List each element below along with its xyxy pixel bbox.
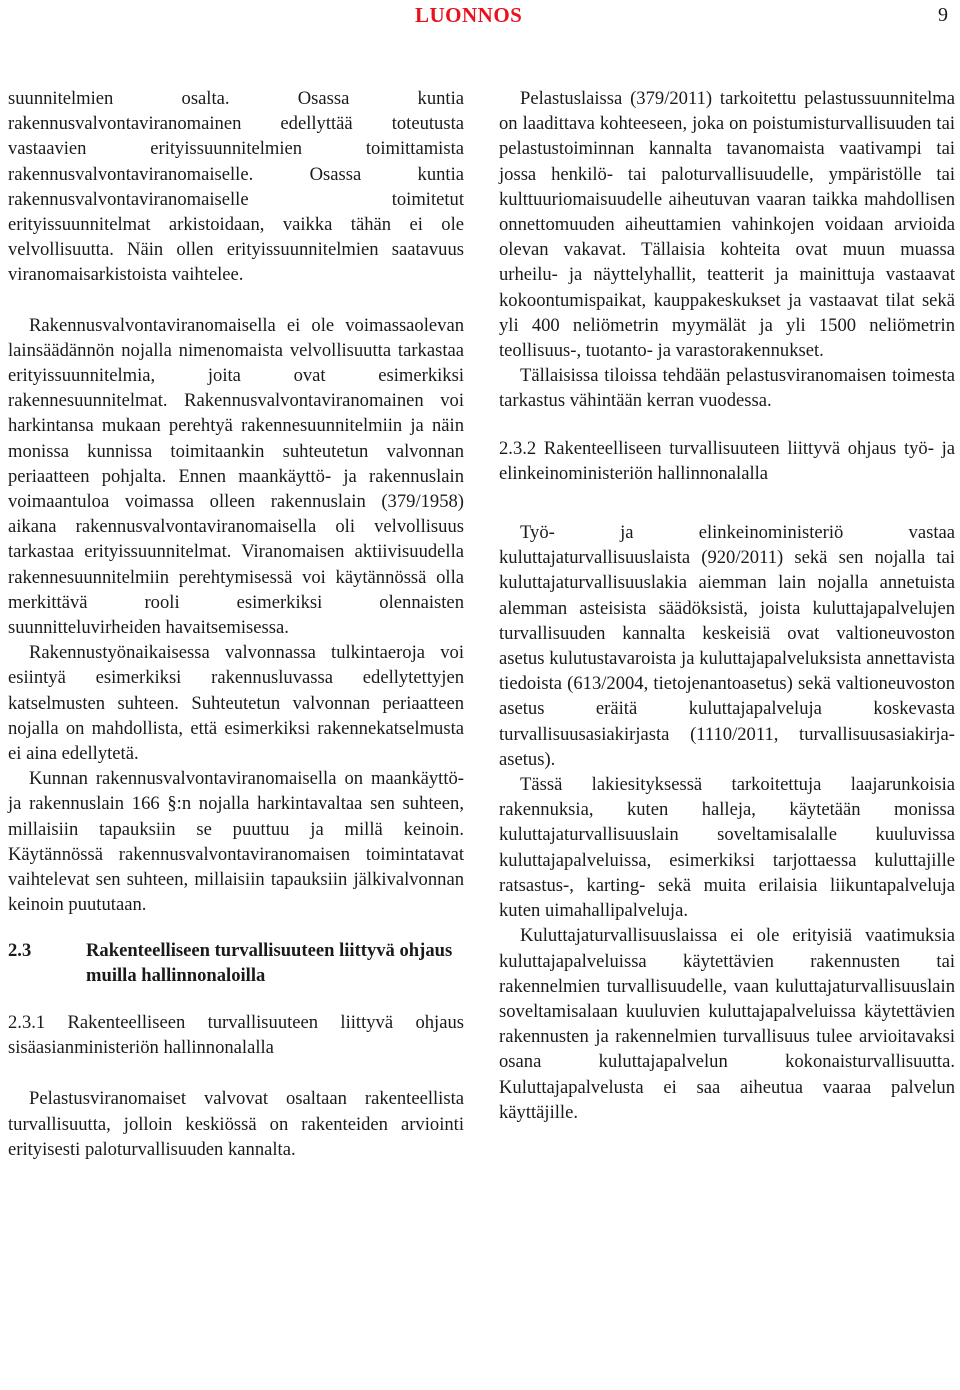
paragraph: Työ- ja elinkeinoministeriö vastaa kuluttajaturvallisuuslaista (920/2011) sekä sen nojalla tai kuluttajaturvallisuuslakia aiemman lain nojalla annetuista alemman asteisista säädöksistä, joista kuluttajapalvelujen turvallisuuden kannalta keskeisiä ovat valtioneuvoston asetus kulutustavaroista ja kuluttajapalveluksista annettavista tiedoista (613/2004, tietojenantoasetus) sekä valtioneuvoston asetus eräitä kuluttajapalveluja koskevasta turvallisuusasiakirjasta (1110/2011, turvallisuusasiakirja-asetus). (499, 522, 955, 770)
section-heading (8, 938, 464, 988)
paragraph: Tässä lakiesityksessä tarkoitettuja laajarunkoisia rakennuksia, kuten halleja, käytetään monissa kuluttajaturvallisuuslain soveltamisalalle kuuluvissa kuluttajapalveluissa, esimerkiksi tarjottaessa kuluttajille ratsastus-, karting- sekä muita erilaisia liikuntapalveluja kuten uimahallipalveluja. (499, 774, 955, 922)
section-heading-number: 2.3 (8, 939, 32, 961)
paragraph: Kunnan rakennusvalvontaviranomaisella on maankäyttö- ja rakennuslain 166 §:n nojalla harkintavaltaa sen suhteen, millaisiin tapauksiin se puuttuu ja millä keinoin. Käytännössä rakennusvalvontaviranomaisen toimintatavat vaihtelevat sen suhteen, millaisiin tapauksiin jälkivalvonnan keinoin puututaan. (8, 768, 464, 916)
subsection-heading: 2.3.1 Rakenteelliseen turvallisuuteen liittyvä ohjaus sisäasianministeriön hallinnonalalla (8, 1011, 464, 1059)
right-column (499, 86, 955, 1125)
paragraph: Rakennusvalvontaviranomaisella ei ole voimassaolevan lainsäädännön nojalla nimenomaista velvollisuutta tarkastaa erityissuunnitelmia, joita ovat esimerkiksi rakennesuunnitelmat. Rakennusvalvontaviranomainen voi harkintansa mukaan perehtyä rakennesuunnitelmiin ja näin monissa kunnissa toimitaankin suhteutetun valvonnan periaatteen pohjalta. Ennen maankäyttö- ja rakennuslain voimaantuloa voimassa olleen rakennuslain (379/1958) aikana rakennusvalvontaviranomaisella oli velvollisuus tarkastaa erityissuunnitelmat. Viranomaisen aktiivisuudella rakennesuunnitelmiin perehtymisessä voi käytännössä olla merkittävä rooli esimerkiksi olennaisten suunnitteluvirheiden havaitsemisessa. (8, 314, 464, 639)
paragraph: Pelastusviranomaiset valvovat osaltaan rakenteellista turvallisuutta, jolloin keskiössä on rakenteiden arviointi erityisesti paloturvallisuuden kannalta. (8, 1088, 464, 1160)
left-column (8, 86, 464, 1162)
paragraph: Pelastuslaissa (379/2011) tarkoitettu pelastussuunnitelma on laadittava kohteeseen, joka on poistumisturvallisuuden tai pelastustoiminnan kannalta tavanomaista vaativampi tai jossa henkilö- tai paloturvallisuudelle, ympäristölle tai kulttuuriomaisuudelle aiheutuvan vaaran taikka mahdollisen onnettomuuden aiheuttamien vahinkojen voidaan arvioida olevan vakavat. Tällaisia kohteita ovat muun muassa urheilu- ja näyttelyhallit, teatterit ja mainittuja vastaavat kokoontumispaikat, kauppakeskukset ja vastaavat tilat sekä yli 400 neliömetrin myymälät ja yli 1500 neliömetrin teollisuus-, tuotanto- ja varastorakennukset. (499, 88, 955, 362)
paragraph: Kuluttajaturvallisuuslaissa ei ole erityisiä vaatimuksia kuluttajapalveluissa käytettävien rakennusten tai rakennelmien turvallisuudelle, vaan kuluttajaturvallisuuslain soveltamisalaan kuuluvien kuluttajapalveluissa käytettävien rakennusten ja rakennelmien turvallisuus tulee arvioitavaksi osana kuluttajapalvelun kokonaisturvallisuutta. Kuluttajapalvelusta ei saa aiheutua vaaraa palvelun käyttäjille. (499, 925, 955, 1123)
paragraph: Tällaisissa tiloissa tehdään pelastusviranomaisen toimesta tarkastus vähintään kerran vuodessa. (499, 365, 955, 412)
paragraph: Rakennustyönaikaisessa valvonnassa tulkintaeroja voi esiintyä esimerkiksi rakennusluvassa edellytettyjen katselmusten suhteen. Suhteutetun valvonnan periaatteen nojalla on mahdollista, että esimerkiksi rakennekatselmusta ei aina edellytetä. (8, 642, 464, 765)
subsection-heading: 2.3.2 Rakenteelliseen turvallisuuteen liittyvä ohjaus työ- ja elinkeinoministeriön hallinnonalalla (499, 437, 955, 484)
paragraph: suunnitelmien osalta. Osassa kuntia rakennusvalvontaviranomainen edellyttää toteutusta vastaavien erityissuunnitelmien toimittamista rakennusvalvontaviranomaiselle. Osassa kuntia rakennusvalvontaviranomaiselle toimitetut erityissuunnitelmat arkistoidaan, vaikka tähän ei ole velvollisuutta. Näin ollen erityissuunnitelmien saatavuus viranomaisarkistoista vaihtelee. (8, 88, 464, 286)
draft-label: LUONNOS (415, 3, 523, 27)
page-number: 9 (938, 4, 948, 26)
section-heading-text: Rakenteelliseen turvallisuuteen liittyvä ohjaus muilla hallinnonaloilla (86, 939, 453, 986)
